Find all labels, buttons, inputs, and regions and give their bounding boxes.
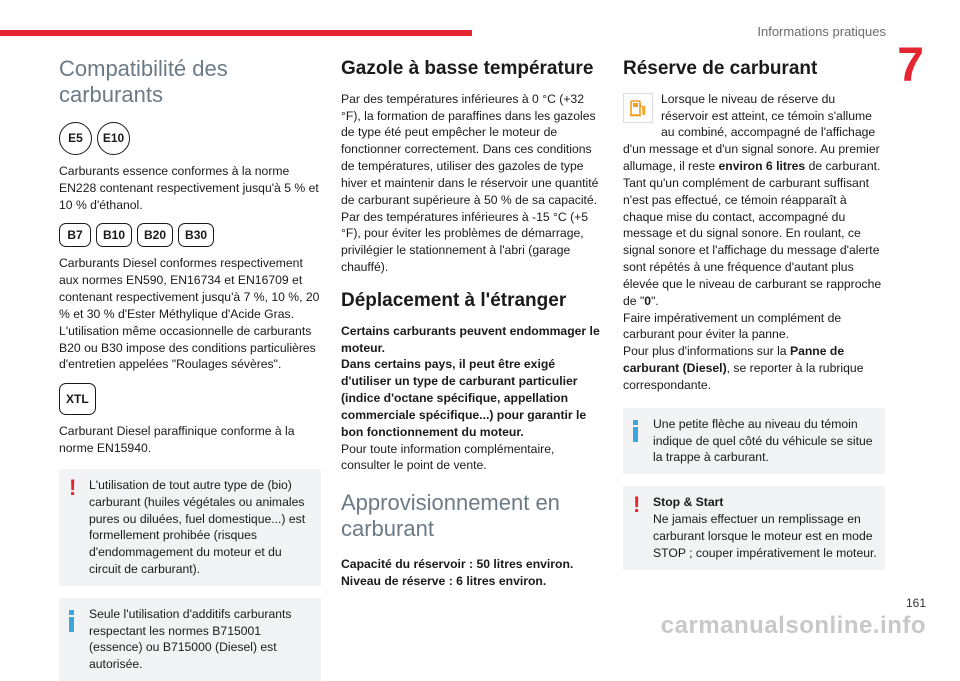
info-note-arrow xyxy=(623,408,885,474)
warning-icon: ! xyxy=(633,492,641,518)
badge-b10: B10 xyxy=(96,223,132,247)
page-number: 161 xyxy=(905,596,926,610)
badge-e10: E10 xyxy=(97,122,130,155)
low-temp-para2: Par des températures inférieures à -15 °C (+5 °F), pour éviter les problèmes de démarrage, privilégier le stationnement à l'abri (garage chauffé). xyxy=(341,209,589,275)
warning-text: L'utilisation de tout autre type de (bio) carburant (huiles végétales ou animales pures ou diluées, fuel domestique...) est formellement prohibée (risques d'endommagement du moteur et du circuit de carburant). xyxy=(89,477,306,576)
header-accent-bar xyxy=(0,30,472,36)
petrol-badges xyxy=(59,122,321,155)
stop-start-title: Stop & Start xyxy=(653,495,724,510)
xtl-badges xyxy=(59,383,321,415)
column-fuel-reserve xyxy=(623,56,885,570)
warning-icon: ! xyxy=(69,474,77,500)
info-note xyxy=(59,598,321,681)
xtl-text: Carburant Diesel paraffinique conforme à la norme EN15940. xyxy=(59,424,295,456)
badge-e5: E5 xyxy=(59,122,92,155)
heading-fuel-reserve: Réserve de carburant xyxy=(623,58,818,79)
info-arrow-text: Une petite flèche au niveau du témoin indique de quel côté du véhicule se situe la trappe à carburant. xyxy=(653,416,873,465)
watermark: carmanualsonline.info xyxy=(660,612,926,639)
badge-b20: B20 xyxy=(137,223,173,247)
reserve-para1: Lorsque le niveau de réserve du réservoir est atteint, ce témoin s'allume au combiné, accompagné de l'affichage d'un message et d'un signal sonore. Au premier allumage, il reste environ 6 litres de carburant. xyxy=(623,91,881,174)
badge-xtl: XTL xyxy=(59,383,96,415)
abroad-bold2: Dans certains pays, il peut être exigé d'utiliser un type de carburant particulier (indice d'octane spécifique, appellation commerciale spécifique...) pour garantir le bon fonctionnement du moteur. xyxy=(341,357,587,439)
info-icon xyxy=(633,420,639,442)
heading-low-temperature: Gazole à basse température xyxy=(341,58,594,79)
column-diesel-travel xyxy=(341,56,603,590)
diesel-badges xyxy=(59,223,321,247)
heading-fuel-compatibility: Compatibilité des carburants xyxy=(59,56,228,107)
info-text: Seule l'utilisation d'additifs carburants respectant les normes B715001 (essence) ou B715000 (Diesel) est autorisée. xyxy=(89,606,292,672)
badge-b7: B7 xyxy=(59,223,91,247)
reserve-level: Niveau de réserve : 6 litres environ. xyxy=(341,573,547,588)
abroad-para: Pour toute information complémentaire, consulter le point de vente. xyxy=(341,441,555,473)
warning-note xyxy=(59,469,321,586)
low-temp-para1: Par des températures inférieures à 0 °C (+32 °F), la formation de paraffines dans les gazoles de type été peut empêcher le moteur de fonctionner correctement. Dans ces conditions de températures, utiliser des gazoles de type hiver et maintenir dans le réservoir une quantité de carburant supérieure à 50 % de sa capacité. xyxy=(341,91,599,207)
stop-start-text: Ne jamais effectuer un remplissage en carburant lorsque le moteur est en mode STOP ; couper impérativement le moteur. xyxy=(653,512,877,560)
column-fuel-compatibility xyxy=(59,56,321,681)
reserve-para4: Pour plus d'informations sur la Panne de carburant (Diesel), se reporter à la rubrique correspondante. xyxy=(623,344,864,392)
heading-refuelling: Approvisionnement en carburant xyxy=(341,490,560,542)
reserve-para2: Tant qu'un complément de carburant suffisant n'est pas effectué, ce témoin réapparaît à chaque mise du contact, accompagné du message et du signal sonore. En roulant, ce signal sonore et l'affichage du message d'alerte sont répétés à une fréquence d'autant plus élevée que le niveau de carburant se rapproche de "0". xyxy=(623,175,882,308)
heading-abroad: Déplacement à l'étranger xyxy=(341,289,567,311)
badge-b30: B30 xyxy=(178,223,214,247)
petrol-text: Carburants essence conformes à la norme EN228 contenant respectivement jusqu'à 5 % et 10 % d'éthanol. xyxy=(59,163,319,212)
chapter-number: 7 xyxy=(897,39,924,92)
tank-capacity: Capacité du réservoir : 50 litres environ. xyxy=(341,557,574,572)
diesel-text: Carburants Diesel conformes respectivement aux normes EN590, EN16734 et EN16709 et contenant respectivement jusqu'à 7 %, 10 %, 20 % et 30 % d'Ester Méthylique d'Acide Gras. L'utilisation même occasionnelle de carburants B20 ou B30 impose des conditions particulières d'entretien appelées "Roulages sévères". xyxy=(59,256,320,372)
reserve-para3: Faire impérativement un complément de carburant pour éviter la panne. xyxy=(623,310,842,342)
fuel-pump-warning-icon xyxy=(623,93,653,123)
info-icon xyxy=(69,610,75,632)
section-title: Informations pratiques xyxy=(757,24,886,39)
abroad-bold1: Certains carburants peuvent endommager le moteur. xyxy=(341,323,600,355)
warning-note-stop-start xyxy=(623,486,885,569)
